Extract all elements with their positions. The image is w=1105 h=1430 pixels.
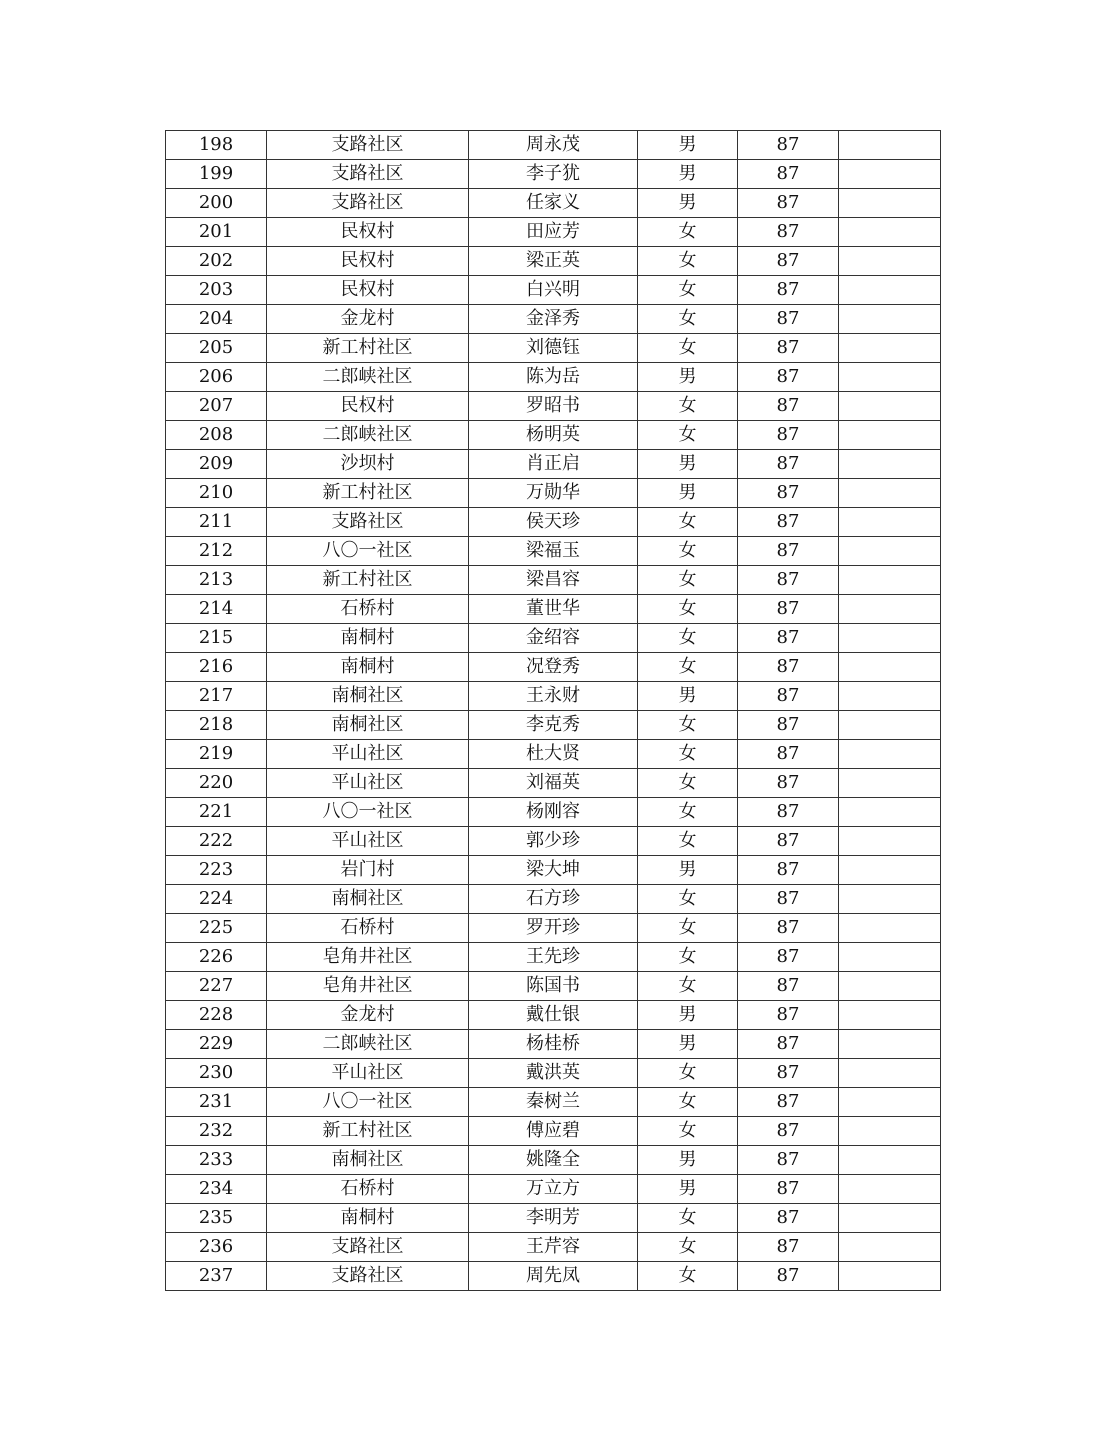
remark-cell [839,1001,941,1030]
age-cell: 87 [738,334,839,363]
age-cell: 87 [738,363,839,392]
name-cell: 石方珍 [469,885,638,914]
table-row [166,711,941,740]
remark-cell [839,1059,941,1088]
serial-number-cell: 201 [166,218,267,247]
gender-cell: 男 [638,189,738,218]
gender-cell: 女 [638,1233,738,1262]
table-row [166,856,941,885]
age-cell: 87 [738,276,839,305]
serial-number-cell: 218 [166,711,267,740]
serial-number-cell: 211 [166,508,267,537]
name-cell: 罗开珍 [469,914,638,943]
community-cell: 平山社区 [267,769,469,798]
name-cell: 梁大坤 [469,856,638,885]
gender-cell: 女 [638,1117,738,1146]
community-cell: 二郎峡社区 [267,421,469,450]
age-cell: 87 [738,1117,839,1146]
serial-number-cell: 216 [166,653,267,682]
name-cell: 杨刚容 [469,798,638,827]
table-row [166,392,941,421]
table-row [166,943,941,972]
remark-cell [839,1088,941,1117]
age-cell: 87 [738,885,839,914]
name-cell: 万立方 [469,1175,638,1204]
age-cell: 87 [738,653,839,682]
age-cell: 87 [738,1204,839,1233]
community-cell: 八〇一社区 [267,798,469,827]
serial-number-cell: 234 [166,1175,267,1204]
table-row [166,160,941,189]
name-cell: 肖正启 [469,450,638,479]
remark-cell [839,160,941,189]
table-row [166,276,941,305]
roster-table [165,130,941,1291]
community-cell: 民权村 [267,247,469,276]
remark-cell [839,856,941,885]
age-cell: 87 [738,827,839,856]
remark-cell [839,769,941,798]
name-cell: 李克秀 [469,711,638,740]
roster-table-body [166,131,941,1291]
remark-cell [839,363,941,392]
table-row [166,189,941,218]
age-cell: 87 [738,1175,839,1204]
community-cell: 石桥村 [267,914,469,943]
remark-cell [839,1030,941,1059]
table-row [166,1204,941,1233]
serial-number-cell: 237 [166,1262,267,1291]
community-cell: 南桐社区 [267,711,469,740]
remark-cell [839,885,941,914]
remark-cell [839,827,941,856]
community-cell: 沙坝村 [267,450,469,479]
gender-cell: 男 [638,131,738,160]
serial-number-cell: 226 [166,943,267,972]
name-cell: 田应芳 [469,218,638,247]
gender-cell: 女 [638,914,738,943]
remark-cell [839,1233,941,1262]
community-cell: 平山社区 [267,827,469,856]
gender-cell: 女 [638,537,738,566]
table-row [166,450,941,479]
community-cell: 南桐村 [267,624,469,653]
age-cell: 87 [738,1262,839,1291]
serial-number-cell: 217 [166,682,267,711]
community-cell: 石桥村 [267,1175,469,1204]
table-row [166,885,941,914]
gender-cell: 女 [638,624,738,653]
name-cell: 侯天珍 [469,508,638,537]
remark-cell [839,1204,941,1233]
gender-cell: 男 [638,682,738,711]
gender-cell: 女 [638,1262,738,1291]
table-row [166,566,941,595]
name-cell: 李明芳 [469,1204,638,1233]
age-cell: 87 [738,305,839,334]
gender-cell: 男 [638,1175,738,1204]
serial-number-cell: 214 [166,595,267,624]
community-cell: 金龙村 [267,305,469,334]
gender-cell: 男 [638,160,738,189]
age-cell: 87 [738,1233,839,1262]
table-row [166,1001,941,1030]
gender-cell: 女 [638,247,738,276]
table-row [166,305,941,334]
remark-cell [839,537,941,566]
age-cell: 87 [738,972,839,1001]
community-cell: 平山社区 [267,740,469,769]
serial-number-cell: 231 [166,1088,267,1117]
serial-number-cell: 203 [166,276,267,305]
gender-cell: 女 [638,653,738,682]
serial-number-cell: 200 [166,189,267,218]
community-cell: 皂角井社区 [267,943,469,972]
gender-cell: 女 [638,276,738,305]
community-cell: 南桐村 [267,653,469,682]
serial-number-cell: 236 [166,1233,267,1262]
gender-cell: 女 [638,1059,738,1088]
community-cell: 新工村社区 [267,334,469,363]
name-cell: 金泽秀 [469,305,638,334]
gender-cell: 男 [638,1146,738,1175]
gender-cell: 女 [638,740,738,769]
serial-number-cell: 199 [166,160,267,189]
remark-cell [839,624,941,653]
name-cell: 杨桂桥 [469,1030,638,1059]
age-cell: 87 [738,798,839,827]
gender-cell: 女 [638,1088,738,1117]
remark-cell [839,189,941,218]
serial-number-cell: 207 [166,392,267,421]
serial-number-cell: 209 [166,450,267,479]
gender-cell: 女 [638,566,738,595]
remark-cell [839,450,941,479]
serial-number-cell: 198 [166,131,267,160]
gender-cell: 男 [638,363,738,392]
serial-number-cell: 219 [166,740,267,769]
community-cell: 民权村 [267,392,469,421]
age-cell: 87 [738,740,839,769]
gender-cell: 女 [638,334,738,363]
serial-number-cell: 232 [166,1117,267,1146]
name-cell: 罗昭书 [469,392,638,421]
age-cell: 87 [738,479,839,508]
name-cell: 况登秀 [469,653,638,682]
table-row [166,1117,941,1146]
remark-cell [839,711,941,740]
age-cell: 87 [738,624,839,653]
serial-number-cell: 223 [166,856,267,885]
serial-number-cell: 221 [166,798,267,827]
remark-cell [839,653,941,682]
name-cell: 王芹容 [469,1233,638,1262]
serial-number-cell: 222 [166,827,267,856]
age-cell: 87 [738,392,839,421]
remark-cell [839,508,941,537]
table-row [166,131,941,160]
community-cell: 八〇一社区 [267,537,469,566]
serial-number-cell: 230 [166,1059,267,1088]
table-row [166,1262,941,1291]
serial-number-cell: 205 [166,334,267,363]
table-row [166,972,941,1001]
name-cell: 李子犹 [469,160,638,189]
name-cell: 梁正英 [469,247,638,276]
serial-number-cell: 233 [166,1146,267,1175]
table-row [166,769,941,798]
community-cell: 南桐社区 [267,885,469,914]
age-cell: 87 [738,914,839,943]
gender-cell: 女 [638,508,738,537]
name-cell: 白兴明 [469,276,638,305]
table-row [166,334,941,363]
community-cell: 新工村社区 [267,479,469,508]
remark-cell [839,392,941,421]
gender-cell: 女 [638,392,738,421]
name-cell: 陈为岳 [469,363,638,392]
name-cell: 陈国书 [469,972,638,1001]
serial-number-cell: 225 [166,914,267,943]
serial-number-cell: 235 [166,1204,267,1233]
gender-cell: 女 [638,218,738,247]
community-cell: 民权村 [267,276,469,305]
remark-cell [839,943,941,972]
community-cell: 支路社区 [267,1262,469,1291]
table-row [166,740,941,769]
community-cell: 南桐村 [267,1204,469,1233]
age-cell: 87 [738,1001,839,1030]
gender-cell: 女 [638,769,738,798]
community-cell: 皂角井社区 [267,972,469,1001]
table-row [166,508,941,537]
remark-cell [839,276,941,305]
serial-number-cell: 215 [166,624,267,653]
serial-number-cell: 224 [166,885,267,914]
table-row [166,363,941,392]
gender-cell: 男 [638,856,738,885]
age-cell: 87 [738,450,839,479]
remark-cell [839,740,941,769]
table-row [166,247,941,276]
table-row [166,421,941,450]
remark-cell [839,1117,941,1146]
gender-cell: 女 [638,595,738,624]
name-cell: 杨明英 [469,421,638,450]
name-cell: 董世华 [469,595,638,624]
table-row [166,479,941,508]
table-row [166,624,941,653]
remark-cell [839,305,941,334]
community-cell: 民权村 [267,218,469,247]
remark-cell [839,1262,941,1291]
serial-number-cell: 212 [166,537,267,566]
table-row [166,218,941,247]
remark-cell [839,218,941,247]
community-cell: 八〇一社区 [267,1088,469,1117]
remark-cell [839,682,941,711]
community-cell: 石桥村 [267,595,469,624]
serial-number-cell: 213 [166,566,267,595]
age-cell: 87 [738,595,839,624]
age-cell: 87 [738,943,839,972]
gender-cell: 女 [638,943,738,972]
name-cell: 梁福玉 [469,537,638,566]
table-row [166,682,941,711]
age-cell: 87 [738,218,839,247]
remark-cell [839,914,941,943]
age-cell: 87 [738,247,839,276]
age-cell: 87 [738,856,839,885]
community-cell: 二郎峡社区 [267,1030,469,1059]
table-row [166,1146,941,1175]
community-cell: 新工村社区 [267,566,469,595]
age-cell: 87 [738,566,839,595]
remark-cell [839,131,941,160]
name-cell: 姚隆全 [469,1146,638,1175]
age-cell: 87 [738,769,839,798]
remark-cell [839,595,941,624]
name-cell: 任家义 [469,189,638,218]
remark-cell [839,334,941,363]
table-row [166,595,941,624]
name-cell: 戴仕银 [469,1001,638,1030]
serial-number-cell: 227 [166,972,267,1001]
community-cell: 支路社区 [267,131,469,160]
age-cell: 87 [738,508,839,537]
remark-cell [839,972,941,1001]
gender-cell: 男 [638,1030,738,1059]
gender-cell: 女 [638,885,738,914]
remark-cell [839,247,941,276]
serial-number-cell: 228 [166,1001,267,1030]
serial-number-cell: 208 [166,421,267,450]
table-row [166,798,941,827]
table-row [166,1175,941,1204]
age-cell: 87 [738,1146,839,1175]
name-cell: 戴洪英 [469,1059,638,1088]
name-cell: 刘福英 [469,769,638,798]
table-row [166,1059,941,1088]
serial-number-cell: 229 [166,1030,267,1059]
community-cell: 支路社区 [267,1233,469,1262]
name-cell: 梁昌容 [469,566,638,595]
serial-number-cell: 220 [166,769,267,798]
name-cell: 刘德钰 [469,334,638,363]
age-cell: 87 [738,537,839,566]
community-cell: 南桐社区 [267,1146,469,1175]
community-cell: 平山社区 [267,1059,469,1088]
serial-number-cell: 210 [166,479,267,508]
age-cell: 87 [738,1030,839,1059]
name-cell: 傅应碧 [469,1117,638,1146]
community-cell: 岩门村 [267,856,469,885]
community-cell: 支路社区 [267,189,469,218]
table-row [166,1030,941,1059]
name-cell: 王永财 [469,682,638,711]
remark-cell [839,421,941,450]
remark-cell [839,1175,941,1204]
gender-cell: 女 [638,972,738,1001]
remark-cell [839,479,941,508]
gender-cell: 女 [638,798,738,827]
name-cell: 金绍容 [469,624,638,653]
gender-cell: 女 [638,1204,738,1233]
name-cell: 周先凤 [469,1262,638,1291]
name-cell: 王先珍 [469,943,638,972]
community-cell: 支路社区 [267,160,469,189]
gender-cell: 男 [638,479,738,508]
age-cell: 87 [738,1088,839,1117]
name-cell: 杜大贤 [469,740,638,769]
community-cell: 支路社区 [267,508,469,537]
name-cell: 万勋华 [469,479,638,508]
age-cell: 87 [738,160,839,189]
age-cell: 87 [738,421,839,450]
community-cell: 新工村社区 [267,1117,469,1146]
table-row [166,1233,941,1262]
age-cell: 87 [738,711,839,740]
remark-cell [839,1146,941,1175]
name-cell: 周永茂 [469,131,638,160]
name-cell: 秦树兰 [469,1088,638,1117]
gender-cell: 女 [638,827,738,856]
gender-cell: 女 [638,711,738,740]
name-cell: 郭少珍 [469,827,638,856]
serial-number-cell: 204 [166,305,267,334]
remark-cell [839,566,941,595]
age-cell: 87 [738,189,839,218]
gender-cell: 男 [638,1001,738,1030]
table-row [166,537,941,566]
gender-cell: 女 [638,421,738,450]
serial-number-cell: 202 [166,247,267,276]
community-cell: 金龙村 [267,1001,469,1030]
table-row [166,653,941,682]
gender-cell: 女 [638,305,738,334]
community-cell: 二郎峡社区 [267,363,469,392]
gender-cell: 男 [638,450,738,479]
table-row [166,914,941,943]
serial-number-cell: 206 [166,363,267,392]
remark-cell [839,798,941,827]
table-row [166,1088,941,1117]
community-cell: 南桐社区 [267,682,469,711]
age-cell: 87 [738,1059,839,1088]
age-cell: 87 [738,131,839,160]
table-row [166,827,941,856]
age-cell: 87 [738,682,839,711]
